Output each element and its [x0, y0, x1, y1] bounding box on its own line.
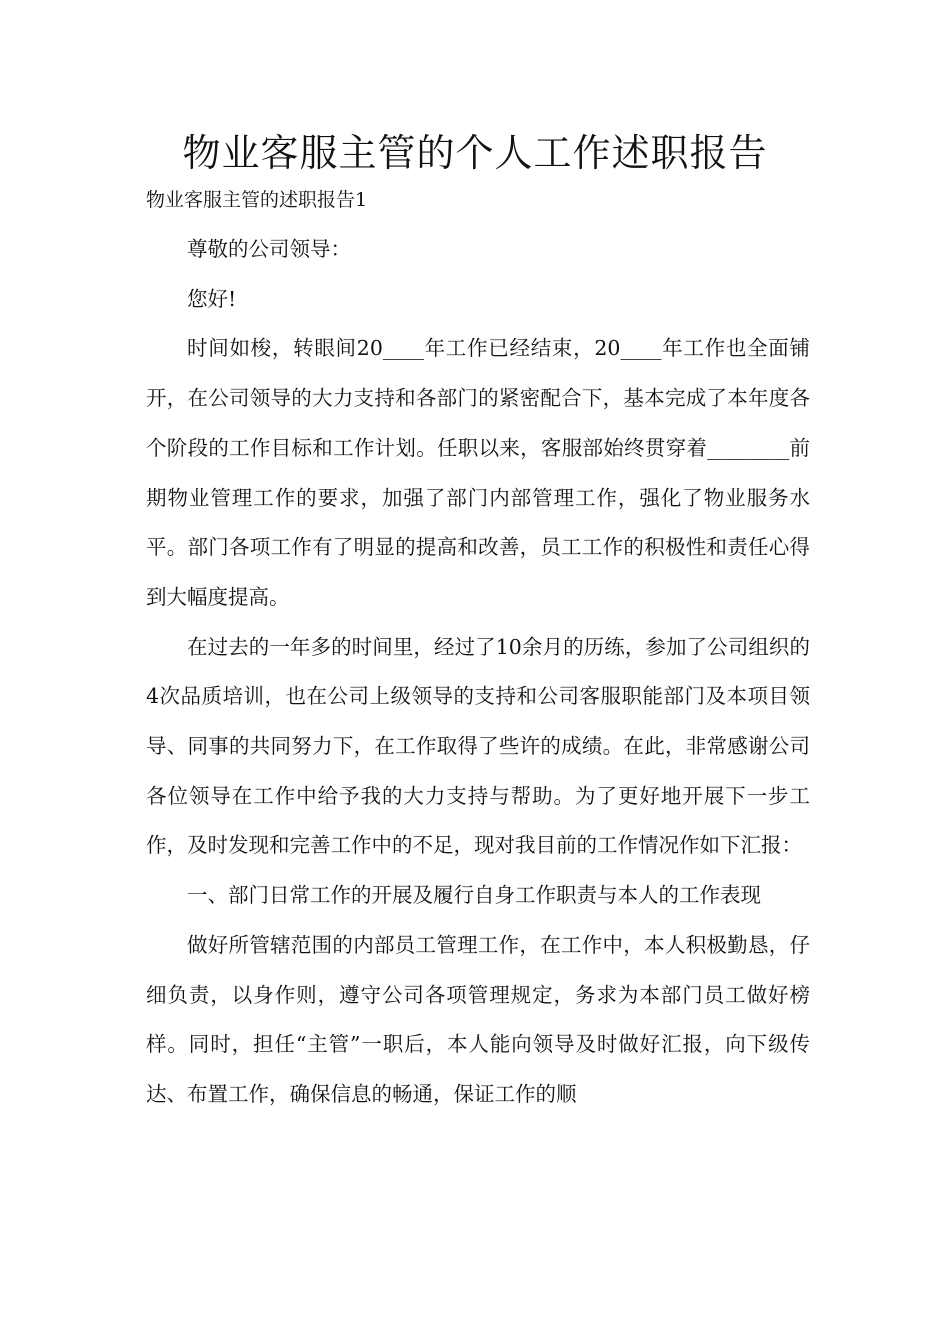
document-title: 物业客服主管的个人工作述职报告 [182, 131, 768, 175]
body-paragraph: 在过去的一年多的时间里，经过了10余月的历练，参加了公司组织的4次品质培训，也在公司上级领导的支持和公司客服职能部门及本项目领导、同事的共同努力下，在工作取得了些许的成绩。在此，非常感谢公司各位领导在工作中给予我的大力支持与帮助。为了更好地开展下一步工作，及时发现和完善工作中的不足，现对我目前的工作情况作如下汇报： [146, 634, 810, 858]
document-body [146, 225, 810, 1120]
body-paragraph: 时间如梭，转眼间20____年工作已经结束，20____年工作也全面铺开，在公司领导的大力支持和各部门的紧密配合下，基本完成了本年度各个阶段的工作目标和工作计划。任职以来，客服部始终贯穿着________前期物业管理工作的要求，加强了部门内部管理工作，强化了物业服务水平。部门各项工作有了明显的提高和改善，员工工作的积极性和责任心得到大幅度提高。 [146, 336, 810, 609]
greeting-paragraph: 您好! [187, 286, 237, 311]
salutation-paragraph: 尊敬的公司领导： [187, 237, 351, 261]
body-paragraph: 做好所管辖范围的内部员工管理工作，在工作中，本人积极勤恳，仔细负责，以身作则，遵守公司各项管理规定，务求为本部门员工做好榜样。同时，担任“主管”一职后，本人能向领导及时做好汇报，向下级传达、布置工作，确保信息的畅通，保证工作的顺 [146, 932, 810, 1106]
document-subtitle: 物业客服主管的述职报告1 [146, 189, 368, 211]
section-heading: 一、部门日常工作的开展及履行自身工作职责与本人的工作表现 [187, 883, 761, 908]
